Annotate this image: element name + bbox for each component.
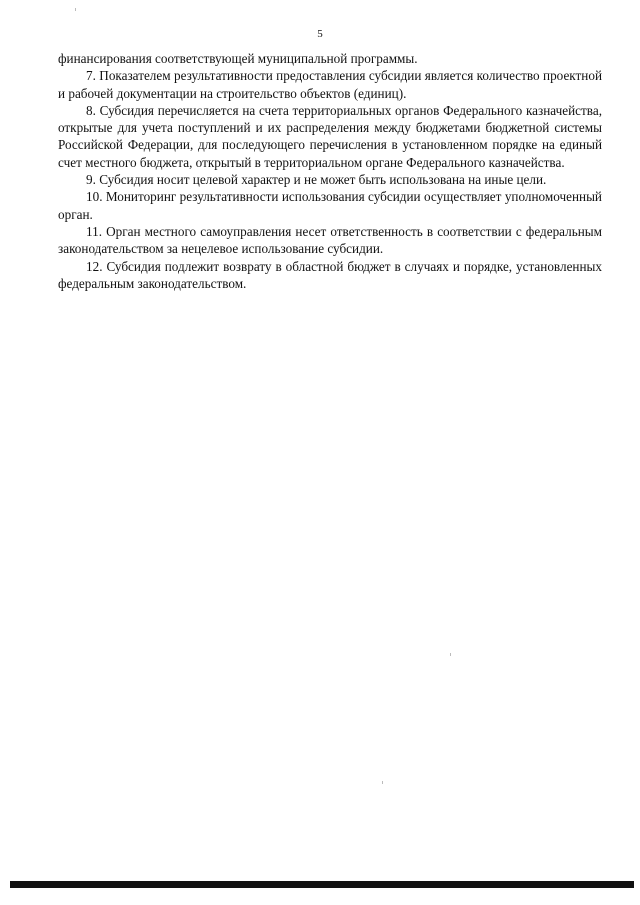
paragraph-9: 9. Субсидия носит целевой характер и не может быть использована на иные цели. [86,172,547,188]
paragraph-8: 8. Субсидия перечисляется на счета территориальных органов Федерального казначейства, открытые для учета поступлений и их распределения между бюджетами бюджетной системы Российской Федерации, для последующего перечисления в установленном порядке на единый счет местного бюджета, открытый в территориальном органе Федерального казначейства. [58,102,602,170]
paragraph-7: 7. Показателем результативности предоставления субсидии является количество проектной и рабочей документации на строительство объектов (единиц). [58,68,602,101]
scan-speck [450,653,451,656]
scan-speck [75,8,76,11]
document-body [58,50,602,292]
page-number: 5 [317,28,323,40]
paragraph-continuation: финансирования соответствующей муниципальной программы. [58,51,418,66]
paragraph-11: 11. Орган местного самоуправления несет ответственность в соответствии с федеральным законодательством за нецелевое использование субсидии. [58,223,602,257]
paragraph-10: 10. Мониторинг результативности использования субсидии осуществляет уполномоченный орган. [58,189,602,222]
paragraph-12: 12. Субсидия подлежит возврату в областной бюджет в случаях и порядке, установленных федеральным законодательством. [58,258,602,291]
scan-speck [382,781,383,784]
scan-edge-bar [10,881,634,888]
